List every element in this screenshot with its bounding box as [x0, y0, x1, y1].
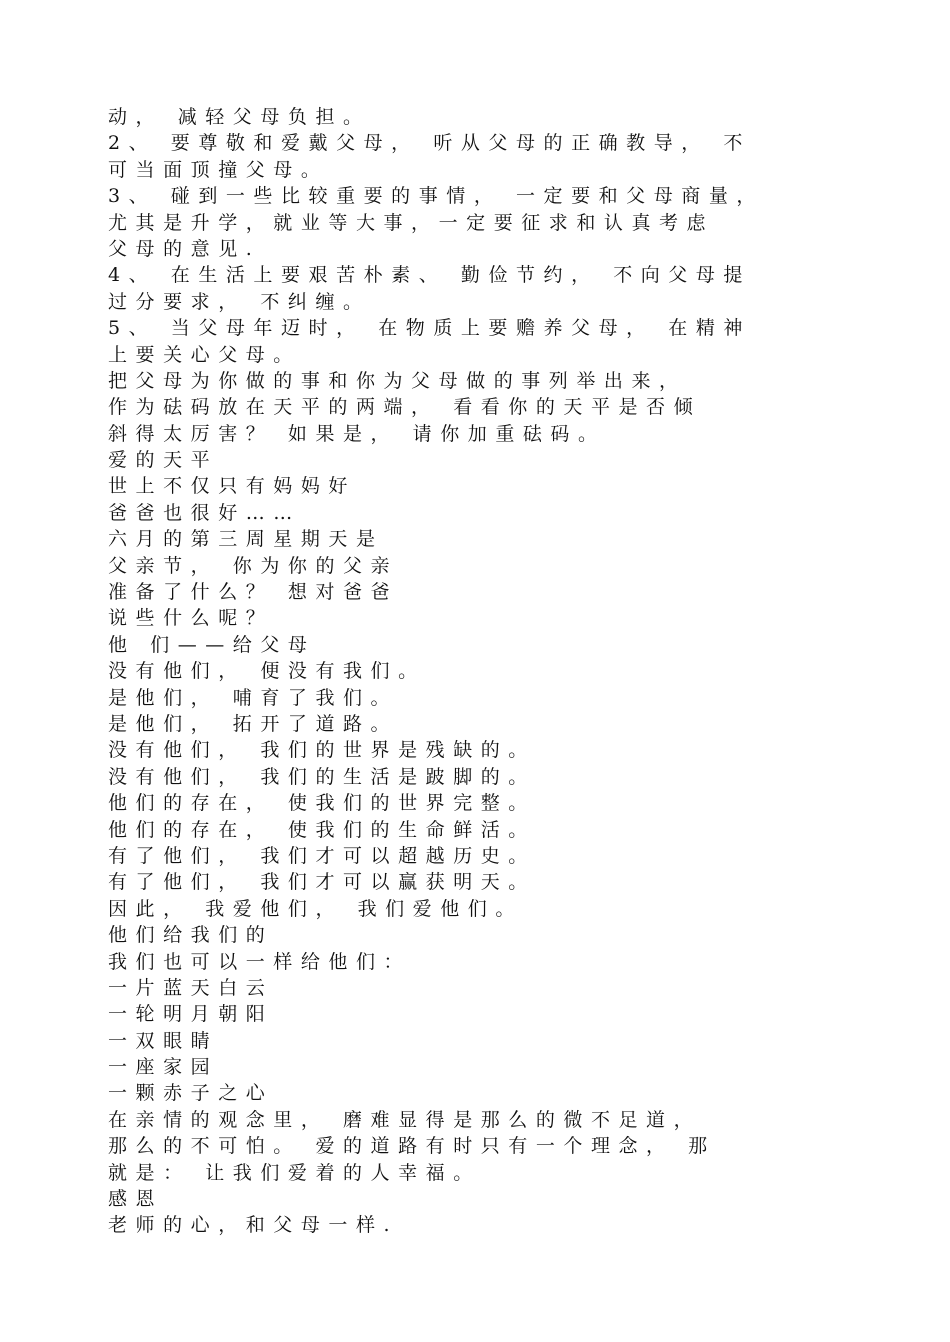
heading-gratitude: 感恩: [108, 1188, 164, 1211]
text-line: 斜得太厉害？ 如果是， 请你加重砝码。: [108, 422, 606, 445]
document-body: [108, 104, 848, 1239]
text-line: 在亲情的观念里， 磨难显得是那么的微不足道，: [108, 1108, 702, 1131]
text-line: 有了他们， 我们才可以超越历史。: [108, 844, 536, 867]
text-line: 没有他们， 我们的生活是跛脚的。: [108, 765, 536, 788]
text-line: 父母的意见.: [108, 237, 261, 260]
text-line: 尤其是升学，就业等大事，一定要征求和认真考虑: [108, 211, 715, 234]
text-line: 没有他们， 我们的世界是残缺的。: [108, 739, 536, 762]
text-line: 把父母为你做的事和你为父母做的事列举出来，: [108, 369, 687, 392]
text-line: 作为砝码放在天平的两端， 看看你的天平是否倾: [108, 396, 702, 419]
heading-love-balance: 爱的天平: [108, 449, 219, 472]
text-line: 2、 要尊敬和爱戴父母， 听从父母的正确教导， 不: [108, 132, 751, 155]
text-line: 那么的不可怕。 爱的道路有时只有一个理念， 那: [108, 1135, 716, 1158]
text-line: 3、 碰到一些比较重要的事情， 一定要和父母商量，: [108, 185, 764, 208]
heading-to-parents: 他 们——给父母: [108, 633, 316, 656]
text-line: 过分要求， 不纠缠。: [108, 290, 371, 313]
text-line: 一轮明月朝阳: [108, 1003, 274, 1026]
text-line: 他们的存在， 使我们的世界完整。: [108, 792, 536, 815]
text-line: 他们的存在， 使我们的生命鲜活。: [108, 818, 536, 841]
text-line: 可当面顶撞父母。: [108, 158, 329, 181]
text-line: 是他们， 拓开了道路。: [108, 712, 399, 735]
text-line: 4、 在生活上要艰苦朴素、 勤俭节约， 不向父母提: [108, 264, 751, 287]
text-line: 准备了什么？ 想对爸爸: [108, 581, 399, 604]
text-line: 动， 减轻父母负担。: [108, 106, 371, 128]
text-line: 父亲节， 你为你的父亲: [108, 554, 399, 577]
text-line: 我们也可以一样给他们：: [108, 950, 412, 973]
text-line: 一双眼睛: [108, 1029, 219, 1052]
text-line: 一座家园: [108, 1056, 219, 1079]
text-line: 就是： 让我们爱着的人幸福。: [108, 1161, 481, 1184]
text-line: 因此， 我爱他们， 我们爱他们。: [108, 897, 523, 920]
text-line: 5、 当父母年迈时， 在物质上要赡养父母， 在精神: [108, 317, 751, 340]
text-line: 上要关心父母。: [108, 343, 301, 366]
text-line: 没有他们， 便没有我们。: [108, 660, 426, 683]
text-line: 世上不仅只有妈妈好: [108, 475, 356, 498]
text-line: 老师的心，和父母一样.: [108, 1214, 399, 1237]
text-line: 说些什么呢？: [108, 607, 274, 630]
text-line: 有了他们， 我们才可以赢获明天。: [108, 871, 536, 894]
text-line: 一片蓝天白云: [108, 976, 274, 999]
text-line: 六月的第三周星期天是: [108, 528, 384, 551]
text-line: 是他们， 哺育了我们。: [108, 686, 399, 709]
text-line: 爸爸也很好……: [108, 501, 301, 524]
text-line: 一颗赤子之心: [108, 1082, 274, 1105]
text-line: 他们给我们的: [108, 924, 274, 947]
